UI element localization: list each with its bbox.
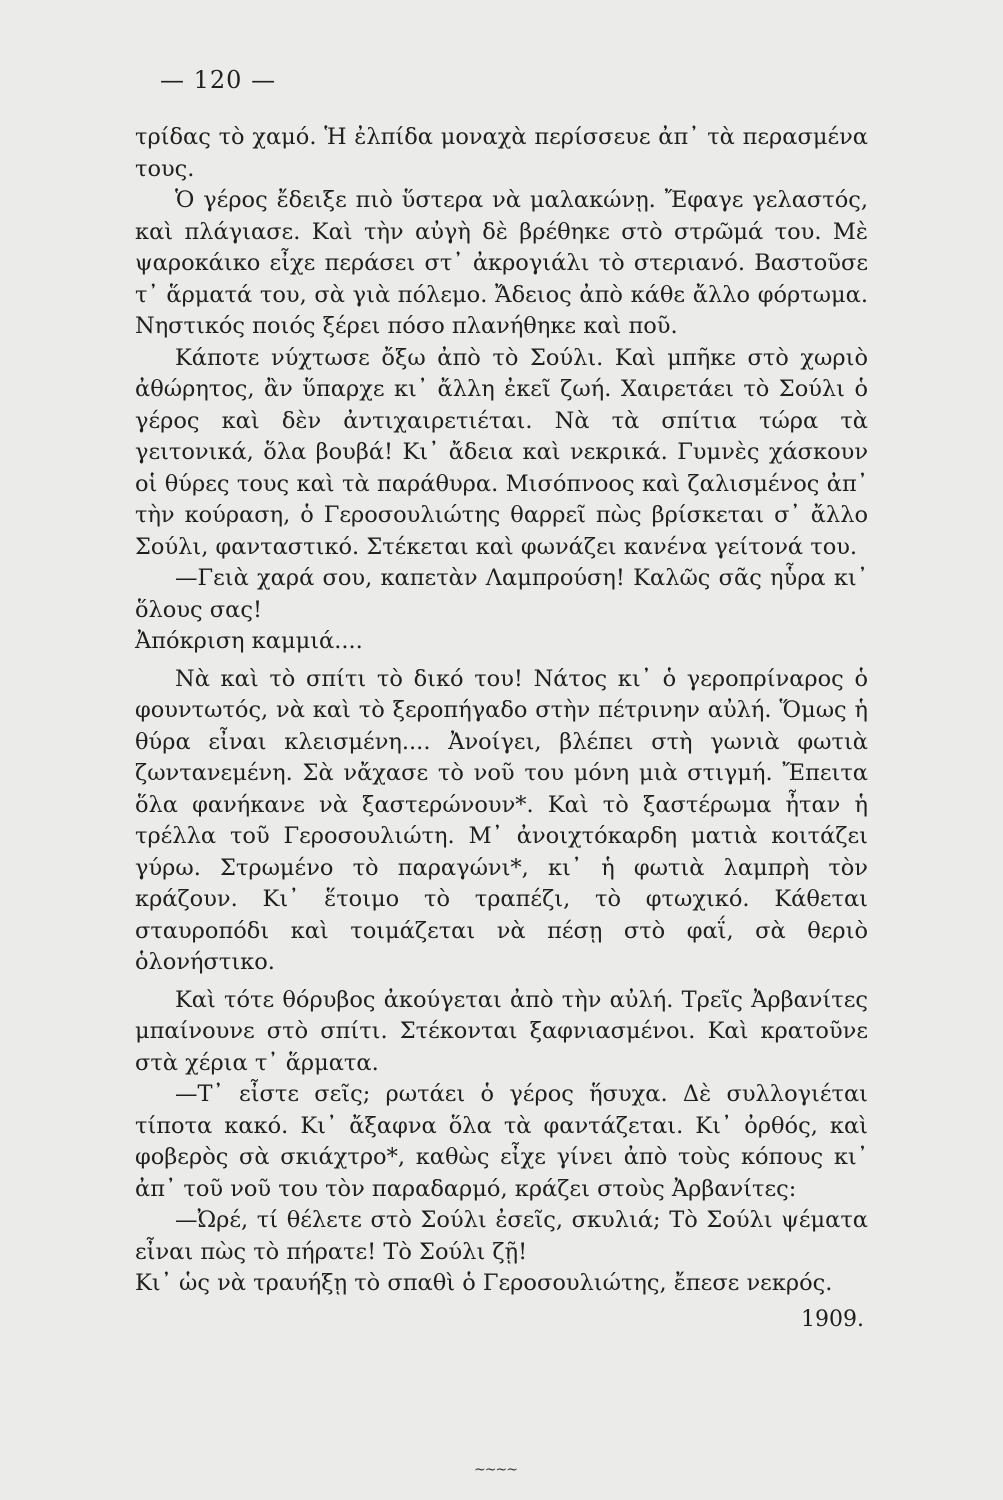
paragraph: Καὶ τότε θόρυβος ἀκούγεται ἀπὸ τὴν αὐλή. Τρεῖς Ἀρβανίτες μπαίνουνε στὸ σπίτι. Στέκονται ξαφνιασμένοι. Καὶ κρατοῦνε στὰ χέρια τ᾽ ἅρματα. bbox=[135, 986, 868, 1076]
paragraph: Κάποτε νύχτωσε ὄξω ἀπὸ τὸ Σούλι. Καὶ μπῆκε στὸ χωριὸ ἀθώρητος, ἂν ὕπαρχε κι᾽ ἄλλη ἐκεῖ ζωή. Χαιρετάει τὸ Σούλι ὁ γέρος καὶ δὲν ἀντιχαιρετιέται. Νὰ τὰ σπίτια τώρα τὰ γειτονικά, ὅλα βουβά! Κι᾽ ἄδεια καὶ νεκρικά. Γυμνὲς χάσκουν οἱ θύρες τους καὶ τὰ παράθυρα. Μισόπνοος καὶ ζαλισμένος ἀπ᾽ τὴν κούραση, ὁ Γεροσουλιώτης θαρρεῖ πὼς βρίσκεται σ᾽ ἄλλο Σούλι, φανταστικό. Στέκεται καὶ φωνάζει κανένα γείτονά του. bbox=[135, 344, 868, 560]
end-ornament: ~~~~ bbox=[474, 1462, 517, 1478]
paragraph: τρίδας τὸ χαμό. Ἡ ἐλπίδα μοναχὰ περίσσευε ἀπ᾽ τὰ περασμένα τους. bbox=[135, 124, 868, 182]
date-signature: 1909. bbox=[801, 1306, 864, 1332]
paragraph: Ἀπόκριση καμμιά.... bbox=[135, 628, 363, 654]
paragraph: Νὰ καὶ τὸ σπίτι τὸ δικό του! Νάτος κι᾽ ὁ γεροπρίναρος ὁ φουντωτός, νὰ καὶ τὸ ξεροπήγαδο στὴν πέτρινην αὐλή. Ὅμως ἡ θύρα εἶναι κλεισμένη.... Ἀνοίγει, βλέπει στὴ γωνιὰ φωτιὰ ζωντανεμένη. Σὰ νἄχασε τὸ νοῦ του μόνη μιὰ στιγμή. Ἔπειτα ὅλα φανήκανε νὰ ξαστερώνουν*. Καὶ τὸ ξαστέρωμα ἦταν ἡ τρέλλα τοῦ Γεροσουλιώτη. Μ᾽ ἀνοιχτόκαρδη ματιὰ κοιτάζει γύρω. Στρωμένο τὸ παραγώνι*, κι᾽ ἡ φωτιὰ λαμπρὴ τὸν κράζουν. Κι᾽ ἕτοιμο τὸ τραπέζι, τὸ φτωχικό. Κάθεται σταυροπόδι καὶ τοιμάζεται νὰ πέσῃ στὸ φαΐ, σὰ θεριὸ ὁλονήστικο. bbox=[135, 665, 868, 975]
paragraph: —Ὠρέ, τί θέλετε στὸ Σούλι ἐσεῖς, σκυλιά; Τὸ Σούλι ψέματα εἶναι πὼς τὸ πήρατε! Τὸ Σούλι ζῇ! bbox=[135, 1207, 868, 1265]
page-number: — 120 — bbox=[160, 66, 277, 94]
paragraph: Ὁ γέρος ἔδειξε πιὸ ὕστερα νὰ μαλακώνῃ. Ἔφαγε γελαστός, καὶ πλάγιασε. Καὶ τὴν αὐγὴ δὲ βρέθηκε στὸ στρῶμά του. Μὲ ψαροκάικο εἶχε περάσει στ᾽ ἀκρογιάλι τὸ στεριανό. Βαστοῦσε τ᾽ ἅρματά του, σὰ γιὰ πόλεμο. Ἄδειος ἀπὸ κάθε ἄλλο φόρτωμα. Νηστικός ποιός ξέρει πόσο πλανήθηκε καὶ ποῦ. bbox=[135, 187, 868, 339]
body-text bbox=[135, 122, 868, 1335]
paragraph: —Τ᾽ εἶστε σεῖς; ρωτάει ὁ γέρος ἥσυχα. Δὲ συλλογιέται τίποτα κακό. Κι᾽ ἄξαφνα ὅλα τὰ φαντάζεται. Κι᾽ ὀρθός, καὶ φοβερὸς σὰ σκιάχτρο*, καθὼς εἶχε γίνει ἀπὸ τοὺς κόπους κι᾽ ἀπ᾽ τοῦ νοῦ του τὸν παραδαρμό, κράζει στοὺς Ἀρβανίτες: bbox=[135, 1081, 868, 1202]
paragraph: Κι᾽ ὡς νὰ τραυήξῃ τὸ σπαθὶ ὁ Γεροσουλιώτης, ἔπεσε νεκρός. bbox=[135, 1270, 833, 1296]
paragraph: —Γειὰ χαρά σου, καπετὰν Λαμπρούση! Καλῶς σᾶς ηὗρα κι᾽ ὅλους σας! bbox=[135, 565, 868, 623]
